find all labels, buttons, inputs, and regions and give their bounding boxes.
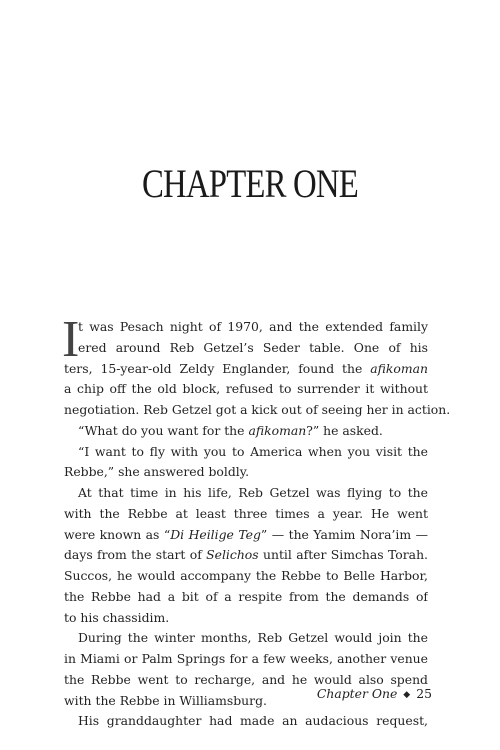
text-run: ered around Reb Getzel’s Seder table. One of his (78, 339, 428, 355)
text-run: His granddaughter had made an audacious request, (78, 713, 428, 729)
text-run: t was Pesach night of 1970, and the extended family (78, 319, 428, 334)
text-run: ” — the Yamim Nora’im — (260, 526, 428, 542)
text-run: the Rebbe went to recharge, and he would also spend (64, 671, 428, 687)
italic-term: afikoman (370, 360, 428, 376)
text-run: days from the start of (64, 547, 207, 563)
italic-term: Di Heilige Teg (170, 526, 261, 542)
text-line (64, 711, 428, 732)
text-line (64, 566, 428, 587)
drop-cap: I (62, 311, 80, 368)
text-line (64, 649, 428, 670)
text-line (64, 628, 428, 649)
text-run: in Miami or Palm Springs for a few weeks, another venue (64, 651, 428, 666)
text-line (64, 317, 428, 338)
text-run: ters, 15-year-old Zeldy Englander, found the (64, 360, 371, 376)
text-run: a chip off the old block, refused to surrender it without (64, 381, 428, 397)
page-number: 25 (416, 686, 432, 701)
text-line (64, 525, 428, 546)
text-line (64, 483, 428, 504)
text-run: Succos, he would accompany the Rebbe to Belle Harbor, (64, 568, 428, 583)
text-line (64, 442, 428, 463)
page-footer (317, 686, 432, 701)
text-line (64, 338, 428, 359)
text-line (64, 379, 428, 400)
text-line (64, 462, 428, 483)
diamond-separator-icon: ◆ (403, 690, 411, 700)
running-head: Chapter One (316, 686, 398, 701)
text-run: During the winter months, Reb Getzel would join the (78, 630, 428, 646)
text-run: At that time in his life, Reb Getzel was flying to the (78, 485, 428, 500)
text-run: with the Rebbe in Williamsburg. (64, 692, 267, 708)
text-run: the Rebbe had a bit of a respite from the demands of (64, 588, 428, 604)
italic-term: Selichos (206, 547, 259, 563)
text-run: to his chassidim. (64, 609, 170, 625)
text-run: negotiation. Reb Getzel got a kick out of seeing her in action. (64, 402, 451, 417)
text-line (64, 608, 428, 629)
italic-term: afikoman (248, 422, 307, 438)
text-line (64, 359, 428, 380)
text-run: “I want to fly with you to America when you visit the (78, 443, 428, 459)
text-line (64, 400, 451, 421)
text-line (64, 545, 428, 566)
text-line (64, 504, 428, 525)
chapter-title: CHAPTER ONE (141, 161, 359, 206)
text-run: Rebbe,” she answered boldly. (64, 464, 250, 480)
text-run: “What do you want for the (78, 422, 249, 438)
text-line (64, 587, 428, 608)
text-line (64, 421, 428, 442)
text-run: until after Simchas Torah. (262, 547, 428, 563)
text-run: were known as “ (64, 526, 171, 542)
text-run: with the Rebbe at least three times a year. He went (64, 505, 428, 521)
body-text (62, 311, 451, 732)
text-run: ?” he asked. (306, 422, 383, 438)
